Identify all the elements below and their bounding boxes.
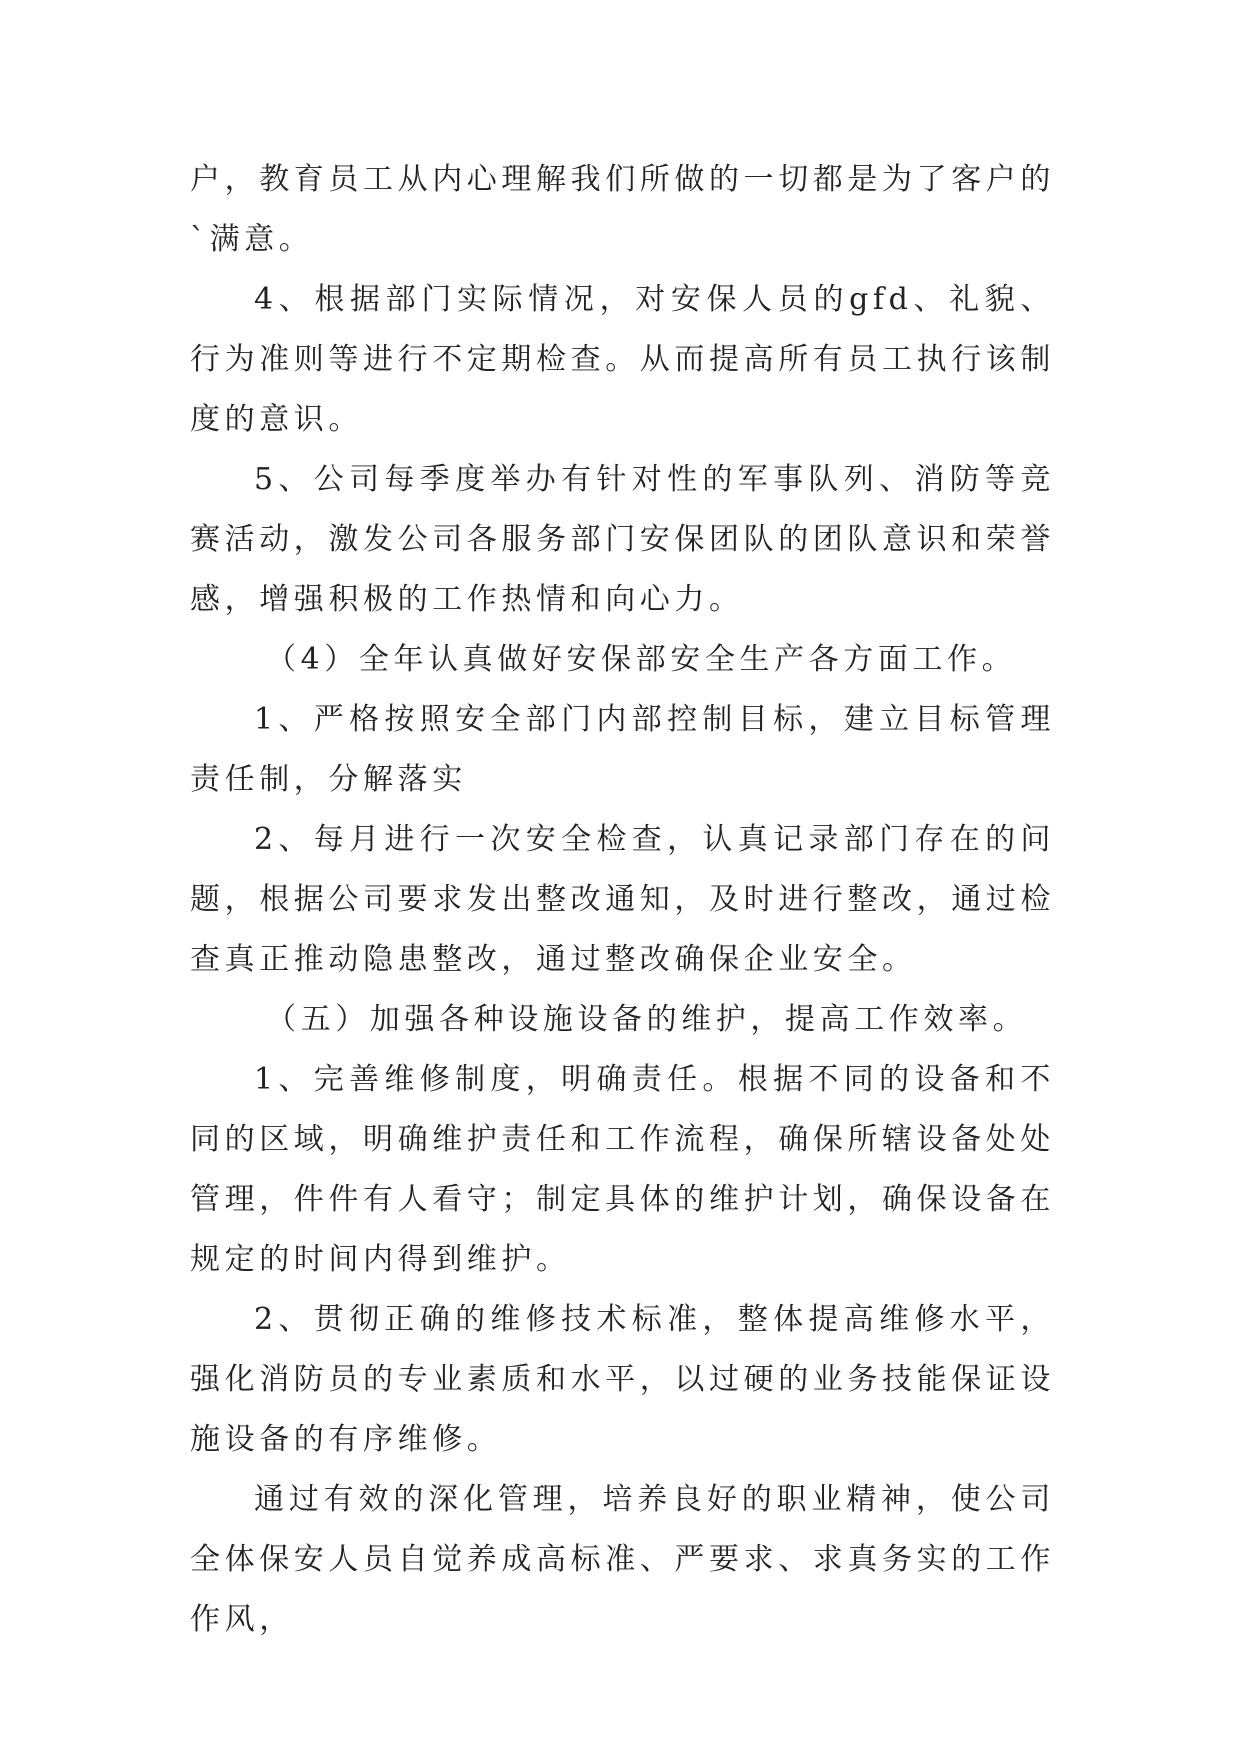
paragraph-item-2-maintenance: 2、贯彻正确的维修技术标准，整体提高维修水平，强化消防员的专业素质和水平，以过硬的业务技能保证设施设备的有序维修。 bbox=[190, 1302, 1055, 1457]
paragraph-item-2-safety: 2、每月进行一次安全检查，认真记录部门存在的问题，根据公司要求发出整改通知，及时进行整改，通过检查真正推动隐患整改，通过整改确保企业安全。 bbox=[190, 822, 1055, 977]
paragraph-item-4: 4、根据部门实际情况，对安保人员的gfd、礼貌、行为准则等进行不定期检查。从而提高所有员工执行该制度的意识。 bbox=[190, 282, 1055, 437]
section-heading-5: （五）加强各种设施设备的维护，提高工作效率。 bbox=[266, 1002, 1028, 1037]
document-page bbox=[190, 150, 1055, 1650]
paragraph-conclusion: 通过有效的深化管理，培养良好的职业精神，使公司全体保安人员自觉养成高标准、严要求、求真务实的工作作风， bbox=[190, 1482, 1055, 1637]
section-heading-4: （4）全年认真做好安保部安全生产各方面工作。 bbox=[266, 642, 1017, 677]
paragraph-item-1-maintenance: 1、完善维修制度，明确责任。根据不同的设备和不同的区域，明确维护责任和工作流程，确保所辖设备处处管理，件件有人看守；制定具体的维护计划，确保设备在规定的时间内得到维护。 bbox=[190, 1062, 1055, 1277]
paragraph-item-5: 5、公司每季度举办有针对性的军事队列、消防等竞赛活动，激发公司各服务部门安保团队的团队意识和荣誉感，增强积极的工作热情和向心力。 bbox=[190, 462, 1055, 617]
paragraph-continuation: 户，教育员工从内心理解我们所做的一切都是为了客户的`满意。 bbox=[190, 162, 1055, 257]
paragraph-item-1-safety: 1、严格按照安全部门内部控制目标，建立目标管理责任制，分解落实 bbox=[190, 702, 1055, 797]
